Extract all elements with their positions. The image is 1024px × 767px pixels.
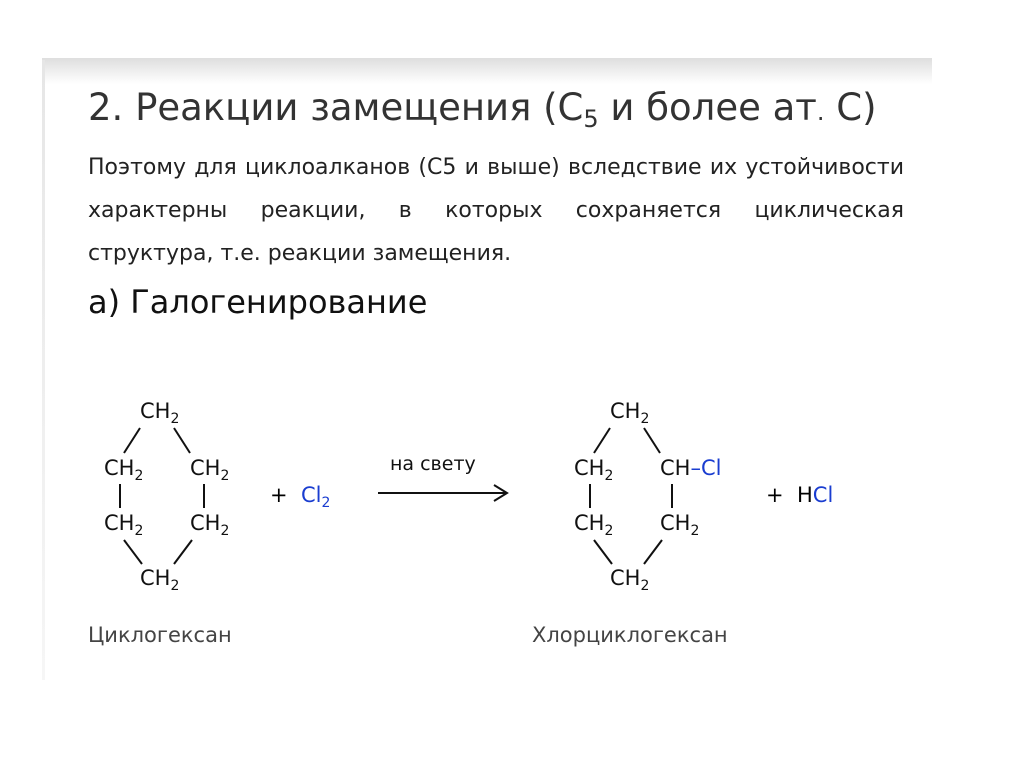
bond xyxy=(594,540,612,564)
reactant-top-ch2: $CH_2$ xyxy=(140,399,180,427)
heading-suffix: С) xyxy=(824,86,877,129)
product-ch-cl: CH–Cl xyxy=(660,456,722,480)
plus-sign-2: + xyxy=(766,483,784,507)
product-right-ch2-lower: $CH_2$ xyxy=(660,511,700,539)
product-left-ch2-upper: $CH_2$ xyxy=(574,456,614,484)
reactant-name: Циклогексан xyxy=(88,623,232,647)
heading-prefix: 2. Реакции замещения (С xyxy=(88,86,584,129)
slide-subheading: а) Галогенирование xyxy=(88,283,428,321)
heading-subscript: 5 xyxy=(583,105,599,133)
bond xyxy=(124,540,142,564)
hydrogen-chloride: HCl xyxy=(797,483,834,507)
slide-left-shadow xyxy=(42,60,45,680)
product-bottom-ch2: $CH_2$ xyxy=(610,566,650,594)
chlorocyclohexane-ring xyxy=(574,399,721,594)
plus-sign-1: + xyxy=(270,483,288,507)
product-left-ch2-lower: $CH_2$ xyxy=(574,511,614,539)
bond xyxy=(594,428,610,453)
bond xyxy=(174,428,190,453)
slide-paragraph: Поэтому для циклоалканов (С5 и выше) вследствие их устойчивости характерны реакции, в которых сохраняется циклическая структура, т.е. реакции замещения. xyxy=(88,155,904,266)
product-top-ch2: $CH_2$ xyxy=(610,399,650,427)
reaction-arrow xyxy=(378,485,507,501)
bond xyxy=(174,540,192,564)
reactant-right-ch2-lower: $CH_2$ xyxy=(190,511,230,539)
bond xyxy=(644,428,660,453)
heading-dot: . xyxy=(816,98,825,126)
chlorine-reagent: $Cl_2$ xyxy=(301,483,331,511)
product-bonds xyxy=(590,428,672,564)
bond xyxy=(644,540,662,564)
reactant-bonds xyxy=(120,428,204,564)
reactant-right-ch2-upper: $CH_2$ xyxy=(190,456,230,484)
reaction-diagram xyxy=(70,380,890,680)
reactant-bottom-ch2: $CH_2$ xyxy=(140,566,180,594)
cyclohexane-ring xyxy=(104,399,229,594)
slide-heading xyxy=(88,86,908,133)
heading-middle: и более ат xyxy=(598,86,817,129)
reaction-condition: на свету xyxy=(390,453,476,475)
bond xyxy=(124,428,140,453)
product-name: Хлорциклогексан xyxy=(532,623,728,647)
slide-top-shadow xyxy=(42,58,932,84)
reactant-left-ch2-lower: $CH_2$ xyxy=(104,511,144,539)
reactant-left-ch2-upper: $CH_2$ xyxy=(104,456,144,484)
